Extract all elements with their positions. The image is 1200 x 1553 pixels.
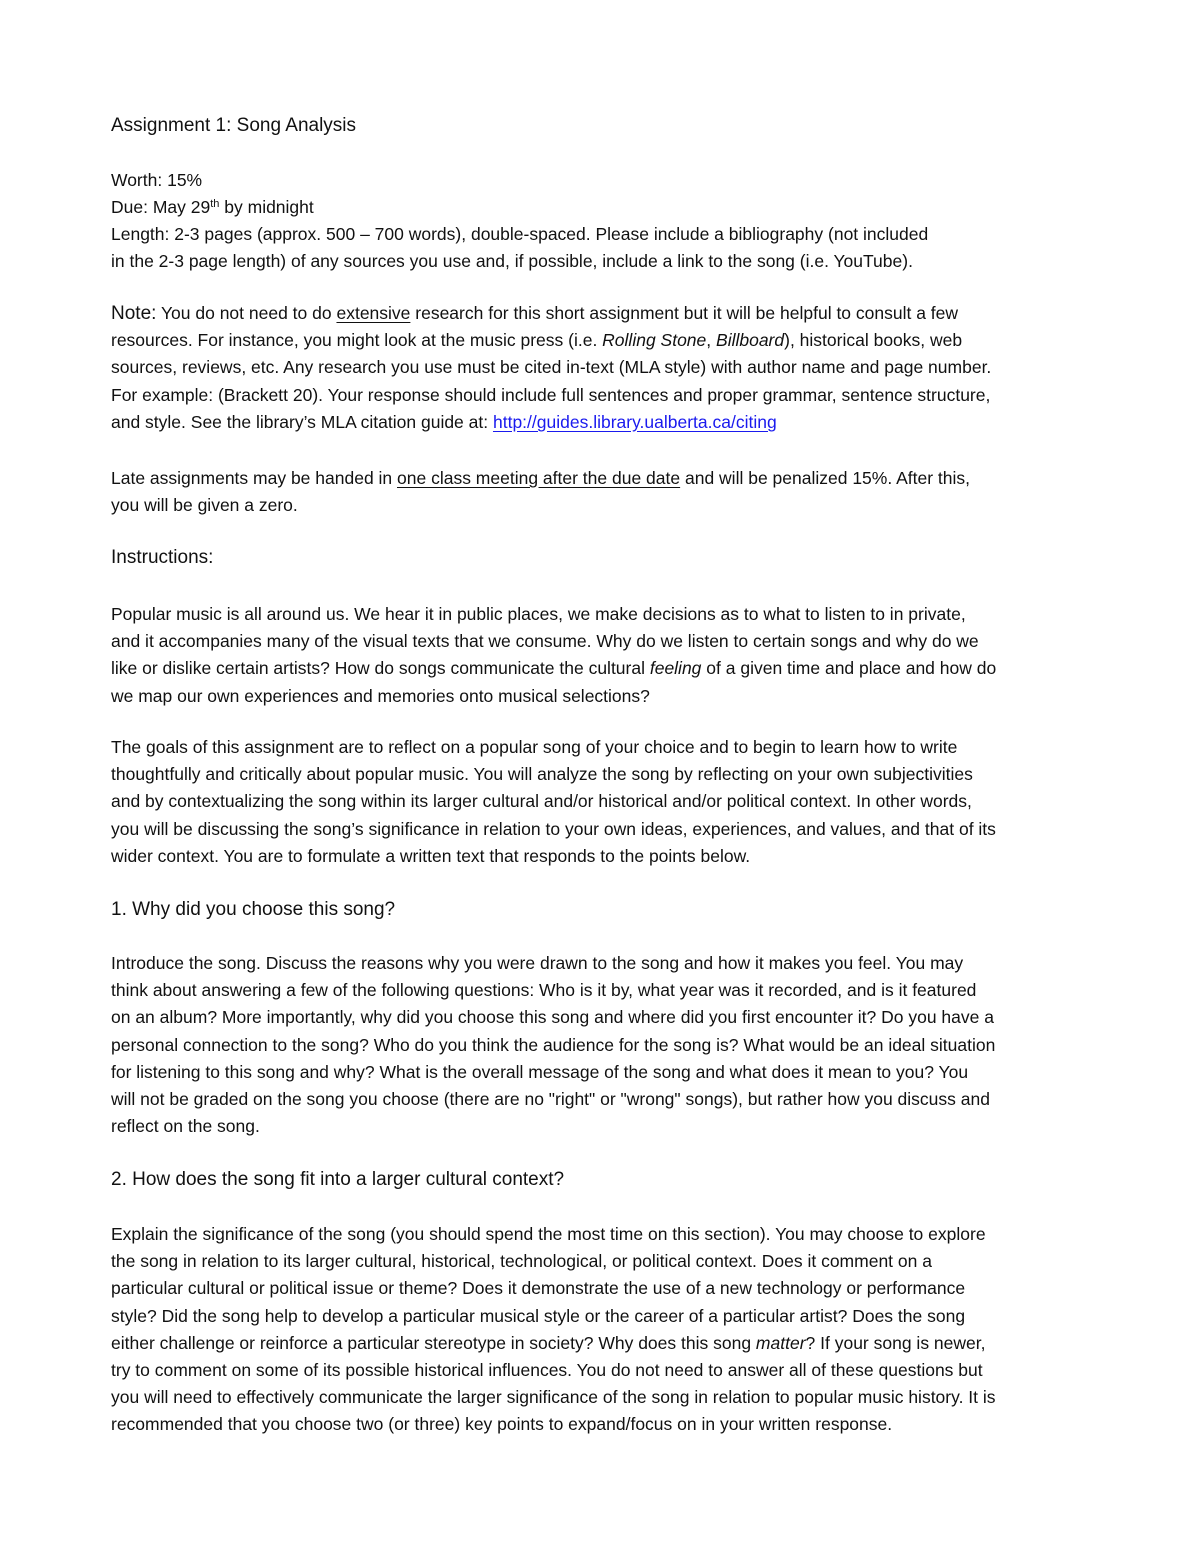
section-1-line: for listening to this song and why? What is the overall message of the song and what does it mean to you? You bbox=[111, 1061, 969, 1082]
section-2-line: style? Did the song help to develop a particular musical style or the career of a particular artist? Does the song bbox=[111, 1305, 966, 1326]
note-line-5 bbox=[111, 409, 1101, 436]
section-2-text: either challenge or reinforce a particular stereotype in society? Why does this song bbox=[111, 1332, 756, 1353]
section-1-line: personal connection to the song? Who do you think the audience for the song is? What would be an ideal situation bbox=[111, 1034, 996, 1055]
section-2-line: recommended that you choose two (or three) key points to expand/focus on in your written response. bbox=[111, 1414, 893, 1435]
worth-line: Worth: 15% bbox=[111, 170, 203, 190]
assignment-title: Assignment 1: Song Analysis bbox=[111, 115, 357, 136]
section-2-line bbox=[111, 1330, 1101, 1357]
feeling-italic: feeling bbox=[649, 658, 702, 679]
note-text: and style. See the library’s MLA citation guide at: bbox=[111, 411, 493, 432]
instructions-p2-line: and by contextualizing the song within its larger cultural and/or historical and/or political context. In other words, bbox=[111, 791, 972, 812]
instructions-paragraph-2 bbox=[111, 734, 1101, 870]
note-text: research for this short assignment but it will be helpful to consult a few bbox=[410, 303, 959, 323]
instructions-p2-line: thoughtfully and critically about popular music. You will analyze the song by reflecting on your own subjectivities bbox=[111, 764, 973, 785]
mla-citation-guide-link[interactable]: http://guides.library.ualberta.ca/citing bbox=[492, 411, 777, 432]
section-2-heading: 2. How does the song fit into a larger cultural context? bbox=[111, 1169, 565, 1190]
section-1-line: think about answering a few of the following questions: Who is it by, what year was it recorded, and is it featured bbox=[111, 980, 977, 1001]
note-line-3: sources, reviews, etc. Any research you use must be cited in-text (MLA style) with author name and page number. bbox=[111, 357, 992, 378]
section-1-line: Introduce the song. Discuss the reasons why you were drawn to the song and how it makes you feel. You may bbox=[111, 953, 964, 973]
late-text: and will be penalized 15%. After this, bbox=[680, 468, 971, 488]
instructions-p1-line bbox=[111, 655, 1101, 682]
note-text: ), historical books, web bbox=[784, 330, 963, 351]
section-2-line: Explain the significance of the song (you should spend the most time on this section). You may choose to explore bbox=[111, 1224, 986, 1244]
section-1-line: reflect on the song. bbox=[111, 1116, 260, 1137]
due-line bbox=[111, 197, 314, 217]
instructions-p2-line: The goals of this assignment are to reflect on a popular song of your choice and to begin to learn how to write bbox=[111, 737, 958, 757]
length-line-2: in the 2-3 page length) of any sources you use and, if possible, include a link to the song (i.e. YouTube). bbox=[111, 251, 913, 271]
note-text: You do not need to do bbox=[156, 303, 337, 323]
section-2-line: try to comment on some of its possible historical influences. You do not need to answer all of these questions but bbox=[111, 1360, 983, 1381]
section-2-line: you will need to effectively communicate the larger significance of the song in relation to popular music history. It is bbox=[111, 1387, 996, 1408]
late-line-1 bbox=[111, 465, 1101, 492]
due-superscript: th bbox=[210, 198, 220, 210]
instructions-heading: Instructions: bbox=[111, 547, 214, 568]
section-2-line: the song in relation to its larger cultural, historical, technological, or political context. Does it comment on a bbox=[111, 1251, 932, 1272]
late-line-2: you will be given a zero. bbox=[111, 495, 298, 516]
matter-italic: matter bbox=[755, 1332, 806, 1353]
section-2-paragraph bbox=[111, 1221, 1101, 1439]
section-1-heading: 1. Why did you choose this song? bbox=[111, 899, 396, 920]
section-1-line: will not be graded on the song you choose (there are no "right" or "wrong" songs), but rather how you discuss and bbox=[111, 1089, 990, 1110]
due-suffix: by midnight bbox=[219, 197, 314, 217]
note-label: Note: bbox=[111, 303, 157, 324]
instructions-text: like or dislike certain artists? How do songs communicate the cultural bbox=[111, 658, 650, 679]
note-line-1 bbox=[111, 300, 1101, 327]
note-line-4: For example: (Brackett 20). Your response should include full sentences and proper grammar, sentence structure, bbox=[111, 384, 991, 405]
rolling-stone-italic: Rolling Stone bbox=[602, 330, 707, 351]
section-2-line: particular cultural or political issue or theme? Does it demonstrate the use of a new technology or performance bbox=[111, 1278, 966, 1299]
instructions-p1-line: Popular music is all around us. We hear it in public places, we make decisions as to what to listen to in private, bbox=[111, 604, 966, 624]
section-1-paragraph bbox=[111, 950, 1101, 1140]
section-1-line: on an album? More importantly, why did you choose this song and where did you first encounter it? Do you have a bbox=[111, 1007, 994, 1028]
instructions-p2-line: you will be discussing the song’s significance in relation to your own ideas, experiences, and values, and that of its bbox=[111, 818, 996, 839]
section-2-text: ? If your song is newer, bbox=[805, 1332, 986, 1353]
extensive-underlined: extensive bbox=[336, 303, 411, 323]
late-text: Late assignments may be handed in bbox=[111, 468, 398, 488]
note-text: , bbox=[706, 330, 717, 351]
instructions-p2-line: wider context. You are to formulate a written text that responds to the points below. bbox=[111, 845, 751, 866]
late-policy-paragraph bbox=[111, 465, 1101, 519]
instructions-p1-line: and it accompanies many of the visual texts that we consume. Why do we listen to certain songs and why do we bbox=[111, 631, 979, 652]
instructions-text: of a given time and place and how do bbox=[701, 658, 997, 679]
note-line-2 bbox=[111, 327, 1101, 354]
note-paragraph bbox=[111, 300, 1101, 436]
late-deadline-underlined: one class meeting after the due date bbox=[397, 468, 681, 488]
instructions-p1-line: we map our own experiences and memories onto musical selections? bbox=[111, 685, 650, 706]
note-text: resources. For instance, you might look at the music press (i.e. bbox=[111, 330, 603, 351]
length-line-1: Length: 2-3 pages (approx. 500 – 700 words), double-spaced. Please include a bibliography (not included bbox=[111, 224, 929, 244]
due-prefix: Due: May 29 bbox=[111, 197, 211, 217]
instructions-paragraph-1 bbox=[111, 601, 1101, 710]
billboard-italic: Billboard bbox=[716, 330, 785, 351]
